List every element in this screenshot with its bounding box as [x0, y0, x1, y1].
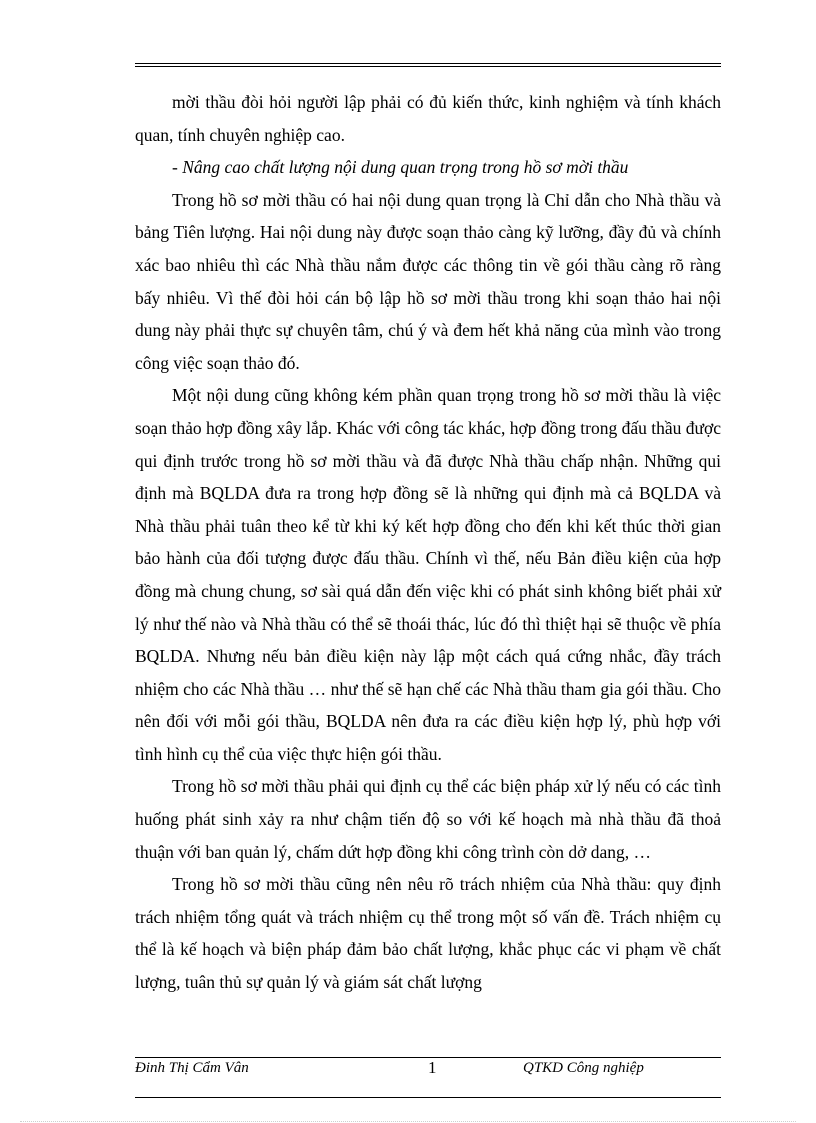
header-rule-bottom: [135, 66, 721, 67]
paragraph: Một nội dung cũng không kém phần quan trọng trong hồ sơ mời thầu là việc soạn thảo hợp đồng xây lắp. Khác với công tác khác, hợp đồng trong đấu thầu được qui định trước trong hồ sơ mời thầu và đã được Nhà thầu chấp nhận. Những qui định mà BQLDA đưa ra trong hợp đồng sẽ là những qui định mà cả BQLDA và Nhà thầu phải tuân theo kể từ khi ký kết hợp đồng cho đến khi kết thúc thời gian bảo hành của đối tượng được đấu thầu. Chính vì thế, nếu Bản điều kiện của hợp đồng mà chung chung, sơ sài quá dẫn đến việc khi có phát sinh không biết phải xử lý như thế nào và Nhà thầu có thể sẽ thoái thác, lúc đó thì thiệt hại sẽ thuộc về phía BQLDA. Nhưng nếu bản điều kiện này lập một cách quá cứng nhắc, đầy trách nhiệm cho các Nhà thầu … như thế sẽ hạn chế các Nhà thầu tham gia gói thầu. Cho nên đối với mỗi gói thầu, BQLDA nên đưa ra các điều kiện hợp lý, phù hợp với tình hình cụ thể của việc thực hiện gói thầu.: [135, 385, 721, 764]
paragraph: Trong hồ sơ mời thầu có hai nội dung quan trọng là Chỉ dẫn cho Nhà thầu và bảng Tiên lượng. Hai nội dung này được soạn thảo càng kỹ lưỡng, đầy đủ và chính xác bao nhiêu thì các Nhà thầu nắm được các thông tin về gói thầu càng rõ ràng bấy nhiêu. Vì thế đòi hỏi cán bộ lập hồ sơ mời thầu trong khi soạn thảo hai nội dung này phải thực sự chuyên tâm, chú ý và đem hết khả năng của mình vào trong công việc soạn thảo đó.: [135, 189, 721, 373]
footer-department: QTKD Công nghiệp: [523, 1060, 644, 1076]
body-text: [135, 86, 721, 999]
page-number: 1: [428, 1058, 437, 1077]
page-edge-divider: [20, 1121, 796, 1122]
footer-rule-bottom: [135, 1097, 721, 1098]
paragraph-continuation: mời thầu đòi hỏi người lập phải có đủ kiến thức, kinh nghiệm và tính khách quan, tính chuyên nghiệp cao.: [135, 92, 721, 145]
paragraph-subheading: - Nâng cao chất lượng nội dung quan trọng trong hồ sơ mời thầu: [172, 157, 629, 178]
footer-author: Đinh Thị Cẩm Vân: [135, 1060, 249, 1076]
paragraph: Trong hồ sơ mời thầu cũng nên nêu rõ trách nhiệm của Nhà thầu: quy định trách nhiệm tổng quát và trách nhiệm cụ thể trong một số vấn đề. Trách nhiệm cụ thể là kế hoạch và biện pháp đảm bảo chất lượng, khắc phục các vi phạm về chất lượng, tuân thủ sự quản lý và giám sát chất lượng: [135, 874, 721, 993]
paragraph: Trong hồ sơ mời thầu phải qui định cụ thể các biện pháp xử lý nếu có các tình huống phát sinh xảy ra như chậm tiến độ so với kế hoạch mà nhà thầu đã thoả thuận với ban quản lý, chấm dứt hợp đồng khi công trình còn dở dang, …: [135, 776, 721, 862]
header-rule-top: [135, 63, 721, 64]
